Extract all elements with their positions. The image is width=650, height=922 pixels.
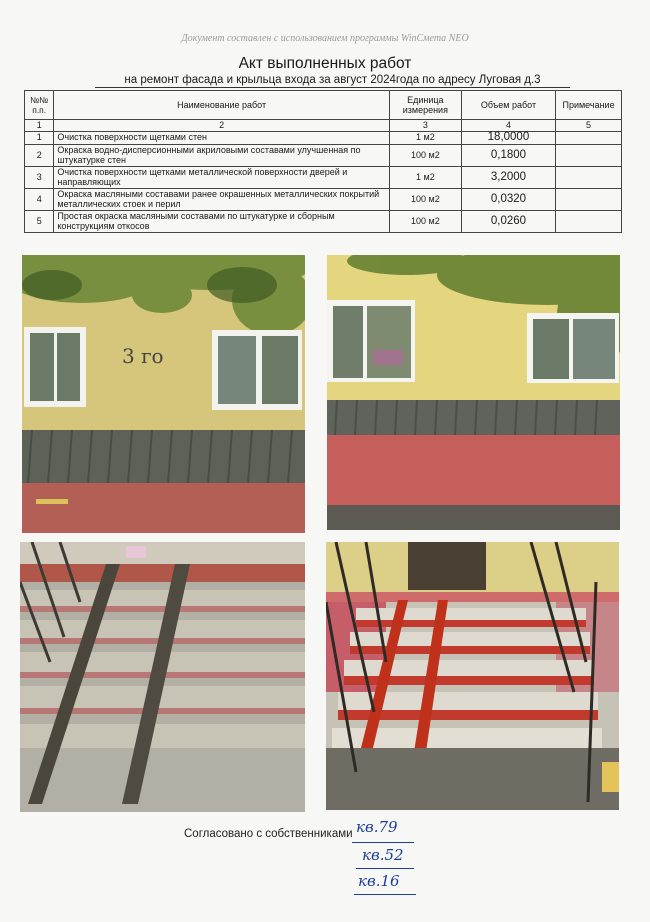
owner-signature: кв.52 xyxy=(362,846,404,864)
index-cell: 1 xyxy=(25,120,54,132)
owner-signature: кв.16 xyxy=(358,872,400,890)
graffiti-text: 3 го xyxy=(122,344,164,368)
row-volume: 18,0000 xyxy=(461,131,555,144)
row-work-name: Очистка поверхности щетками стен xyxy=(54,131,389,144)
document-title: Акт выполненных работ xyxy=(238,55,412,72)
row-note xyxy=(556,131,622,144)
row-number: 5 xyxy=(25,210,54,232)
index-cell: 4 xyxy=(461,120,555,132)
row-unit: 100 м2 xyxy=(389,210,461,232)
porch-after-photo xyxy=(326,542,619,810)
row-volume: 0,0260 xyxy=(461,210,555,232)
table-row xyxy=(25,131,622,144)
row-unit: 100 м2 xyxy=(389,188,461,210)
index-cell: 5 xyxy=(556,120,622,132)
row-number: 4 xyxy=(25,188,54,210)
row-volume: 3,2000 xyxy=(461,166,555,188)
row-unit: 1 м2 xyxy=(389,166,461,188)
row-work-name: Окраска водно-дисперсионными акриловыми составами улучшенная по штукатурке стен xyxy=(54,144,389,166)
header-number: №№ п.п. xyxy=(25,91,54,120)
row-note xyxy=(556,210,622,232)
approval-label: Согласовано с собственниками xyxy=(184,828,353,840)
table-header-row xyxy=(25,91,622,120)
row-volume: 0,1800 xyxy=(461,144,555,166)
row-number: 1 xyxy=(25,131,54,144)
table-row xyxy=(25,188,622,210)
row-note xyxy=(556,144,622,166)
signature-line xyxy=(352,842,414,843)
facade-before-photo xyxy=(22,255,305,533)
software-note: Документ составлен с использованием программы WinСмета NEO xyxy=(181,33,469,44)
table-row xyxy=(25,166,622,188)
header-unit: Единица измерения xyxy=(389,91,461,120)
row-work-name: Окраска масляными составами ранее окрашенных металлических покрытий металлических стоек и перил xyxy=(54,188,389,210)
document-subtitle: на ремонт фасада и крыльца входа за август 2024года по адресу Луговая д.3 xyxy=(95,73,570,88)
row-note xyxy=(556,188,622,210)
facade-after-photo xyxy=(327,255,620,530)
row-unit: 1 м2 xyxy=(389,131,461,144)
signature-line xyxy=(356,868,414,869)
owner-signature: кв.79 xyxy=(356,818,398,836)
table-row xyxy=(25,210,622,232)
row-note xyxy=(556,166,622,188)
table-row xyxy=(25,144,622,166)
row-number: 3 xyxy=(25,166,54,188)
index-cell: 3 xyxy=(389,120,461,132)
signature-line xyxy=(354,894,416,895)
index-cell: 2 xyxy=(54,120,389,132)
row-unit: 100 м2 xyxy=(389,144,461,166)
row-work-name: Очистка поверхности щетками металлической поверхности дверей и направляющих xyxy=(54,166,389,188)
header-volume: Объем работ xyxy=(461,91,555,120)
header-work-name: Наименование работ xyxy=(54,91,389,120)
table-index-row xyxy=(25,120,622,132)
porch-before-photo xyxy=(20,542,305,812)
row-volume: 0,0320 xyxy=(461,188,555,210)
header-note: Примечание xyxy=(556,91,622,120)
row-work-name: Простая окраска масляными составами по штукатурке и сборным конструкциям откосов xyxy=(54,210,389,232)
works-table xyxy=(24,90,622,233)
row-number: 2 xyxy=(25,144,54,166)
